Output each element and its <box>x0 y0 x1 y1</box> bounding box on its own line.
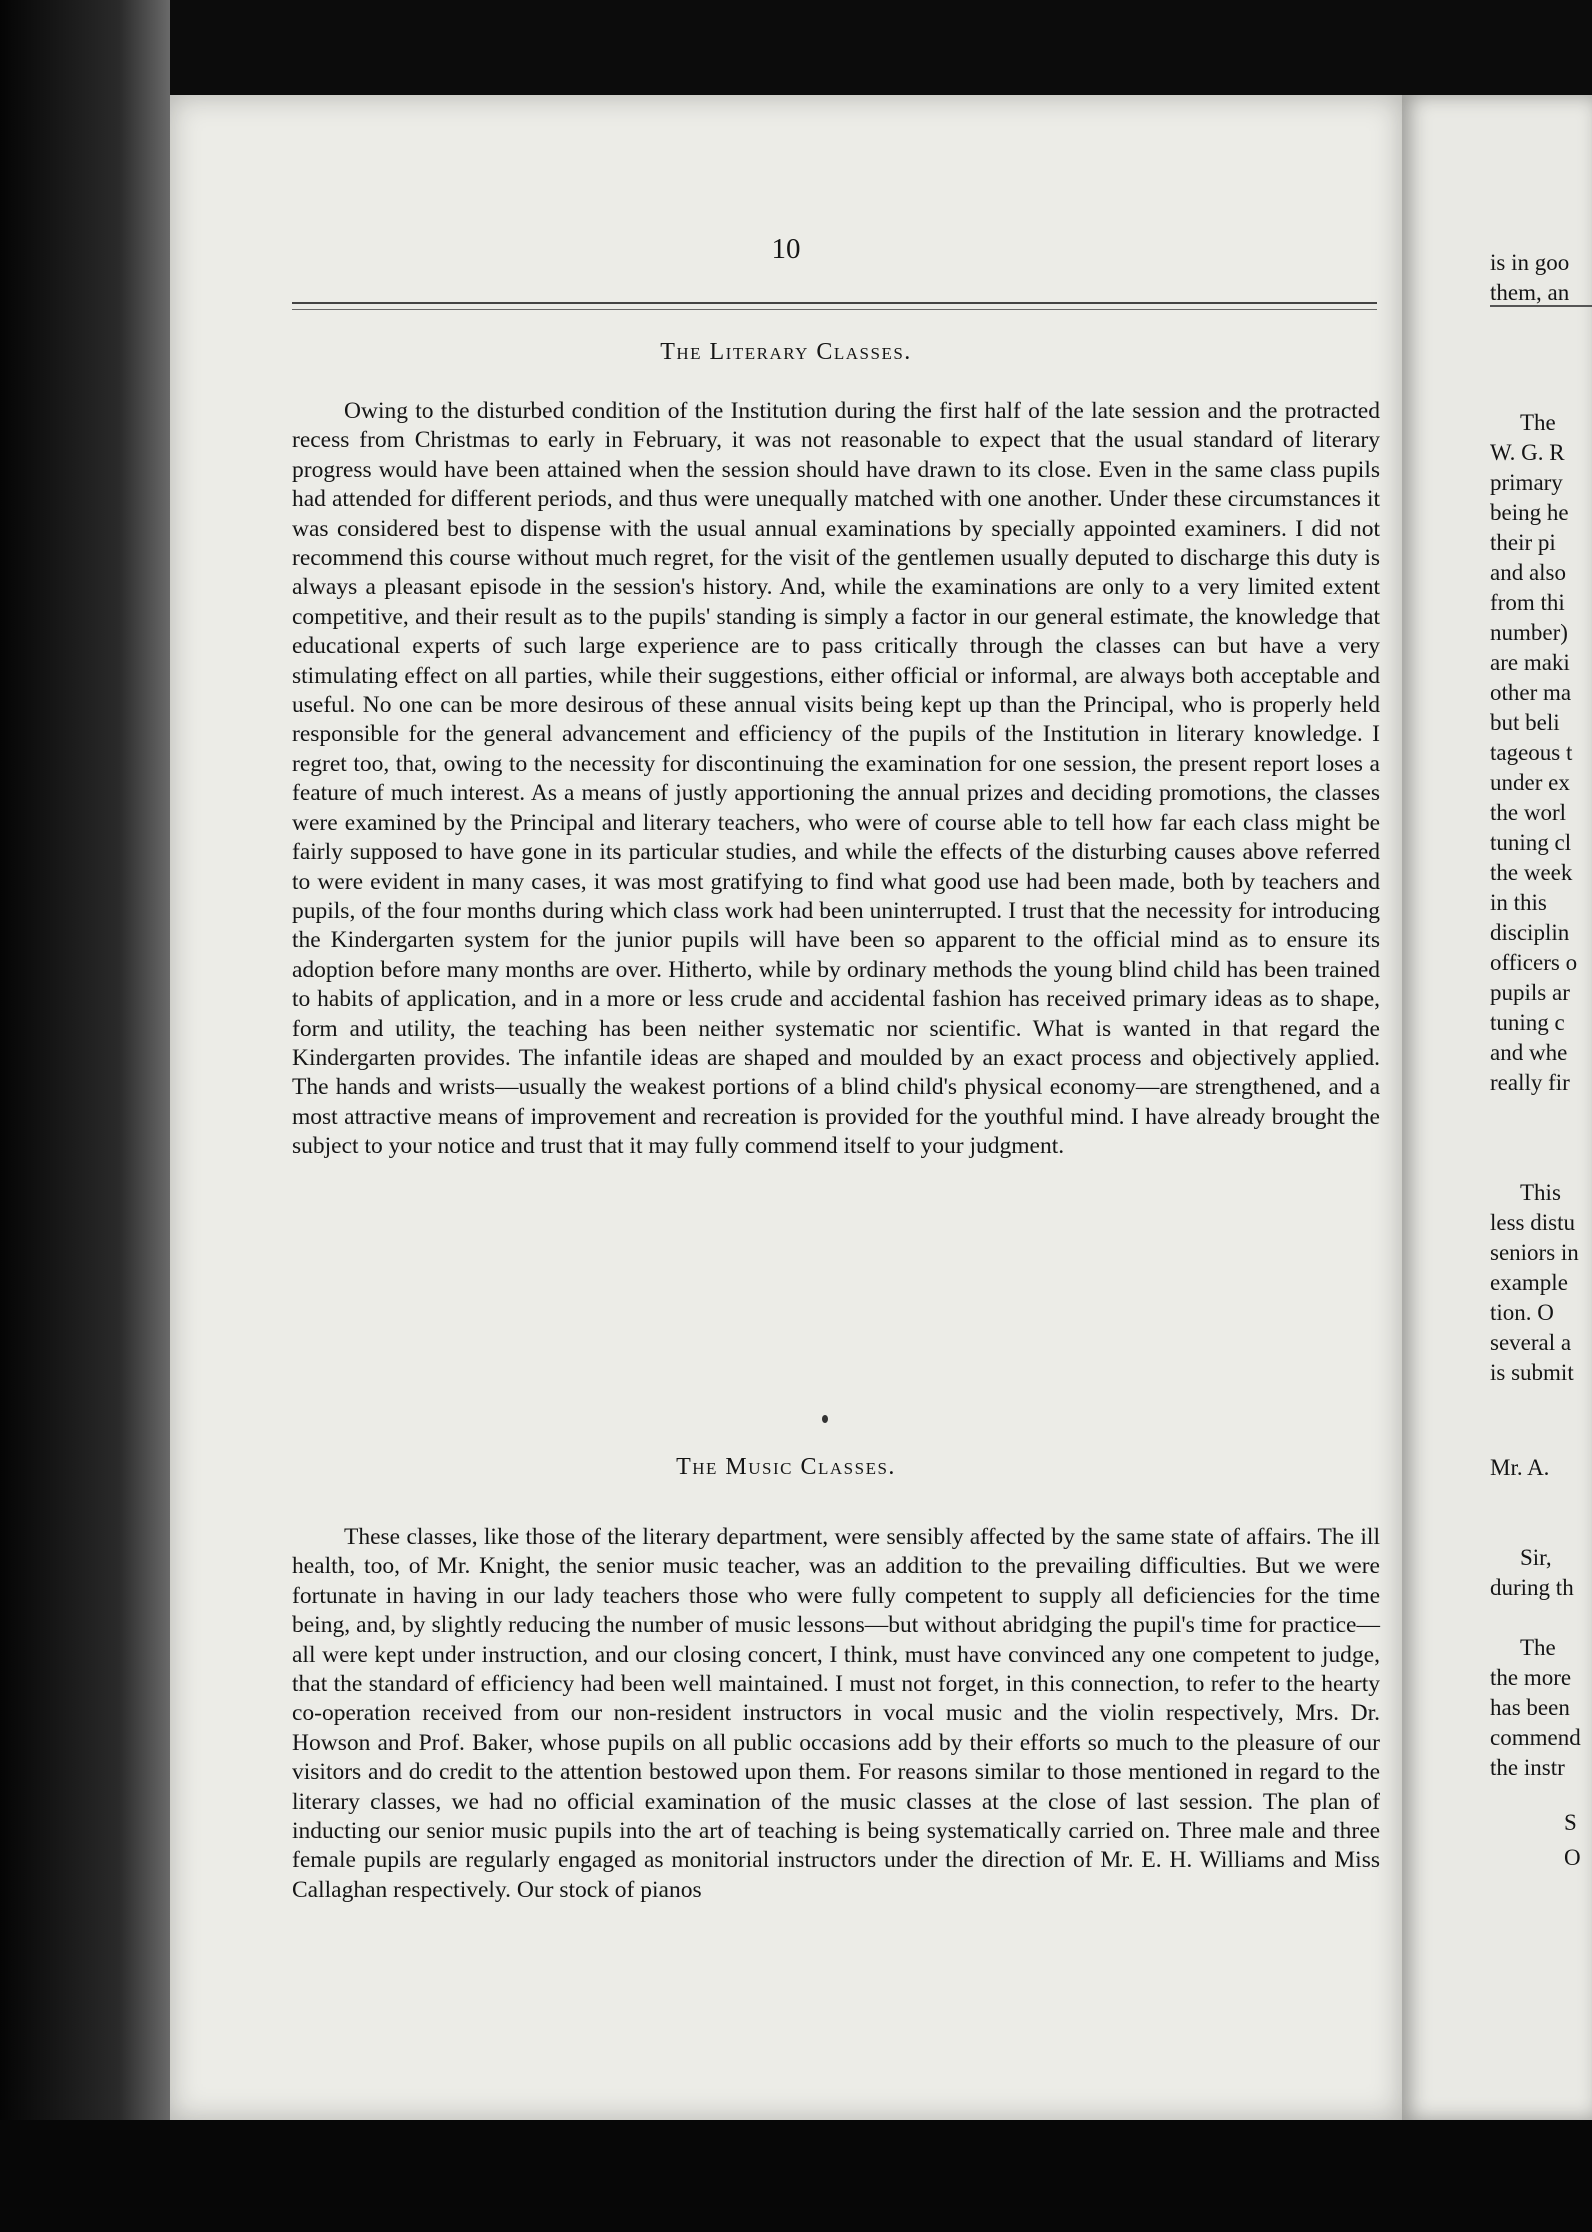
ink-speck <box>822 1415 828 1423</box>
opposite-page-line: has been <box>1490 1695 1570 1720</box>
header-rule <box>292 302 1377 310</box>
opposite-page-line: commend <box>1490 1725 1581 1750</box>
opposite-page-line: The <box>1520 1635 1556 1660</box>
opposite-page-line: under ex <box>1490 770 1570 795</box>
section-heading-literary-classes: The Literary Classes. <box>660 339 912 365</box>
opposite-page-line: several a <box>1490 1330 1572 1355</box>
opposite-page-line: This <box>1520 1180 1561 1205</box>
opposite-page-line: the more <box>1490 1665 1572 1690</box>
opposite-page-line: them, an <box>1490 280 1570 305</box>
opposite-page-line: tuning c <box>1490 1010 1565 1035</box>
opposite-page-line: example <box>1490 1270 1568 1295</box>
opposite-page-line: the week <box>1490 860 1573 885</box>
opposite-page-line: The <box>1520 410 1556 435</box>
page-number: 10 <box>771 233 801 265</box>
opposite-page-line: the worl <box>1490 800 1567 825</box>
opposite-page-line: seniors in <box>1490 1240 1579 1265</box>
opposite-page-line: their pi <box>1490 530 1556 555</box>
opposite-page-line: W. G. R <box>1490 440 1565 465</box>
paragraph-music-classes: These classes, like those of the literary department, were sensibly affected by the same state of affairs. The ill health, too, of Mr. Knight, the senior music teacher, was an addition to the prevailing difficulties. But we were fortunate in having in our lady teachers those who were fully competent to supply all deficiencies for the time being, and, by slightly reducing the number of music lessons—but without abridging the pupil's time for practice—all were kept under instruction, and our closing concert, I think, must have convinced any one competent to judge, that the standard of efficiency had been well maintained. I must not forget, in this connection, to refer to the hearty co-operation received from our non-resident instructors in vocal music and the violin respectively, Mrs. Dr. Howson and Prof. Baker, whose pupils on all public occasions add by their efforts so much to the pleasure of our visitors and do credit to the attention bestowed upon them. For reasons similar to those mentioned in regard to the literary classes, we had no official examination of the music classes at the close of last session. The plan of inducting our senior music pupils into the art of teaching is being systematically carried on. Three male and three female pupils are regularly engaged as monitorial instructors under the direction of Mr. E. H. Williams and Miss Callaghan respectively. Our stock of pianos <box>292 1524 1380 1903</box>
opposite-page-line: pupils ar <box>1490 980 1570 1005</box>
opposite-page-line: tion. O <box>1490 1300 1554 1325</box>
opposite-page-line: tuning cl <box>1490 830 1572 855</box>
opposite-page-line: in this <box>1490 890 1547 915</box>
scan-left-edge <box>0 0 170 2232</box>
opposite-page-line: the instr <box>1490 1755 1565 1780</box>
opposite-page-line: is submit <box>1490 1360 1574 1385</box>
document-page <box>170 95 1402 2120</box>
section-heading-music-classes: The Music Classes. <box>676 1454 896 1480</box>
paragraph-literary-classes: Owing to the disturbed condition of the Institution during the first half of the late session and the protracted recess from Christmas to early in February, it was not reasonable to expect that the usual standard of literary progress would have been attained when the session should have drawn to its close. Even in the same class pupils had attended for different periods, and thus were unequally matched with one another. Under these circumstances it was considered best to dispense with the usual annual examinations by specially appointed examiners. I did not recommend this course without much regret, for the visit of the gentlemen usually deputed to discharge this duty is always a pleasant episode in the session's history. And, while the examinations are only to a very limited extent competitive, and their result as to the pupils' standing is simply a factor in our general estimate, the knowledge that educational experts of such large experience are to pass critically through the classes can but have a very stimulating effect on all parties, while their suggestions, either official or informal, are always both acceptable and useful. No one can be more desirous of these annual visits being kept up than the Principal, who is properly held responsible for the general advancement and efficiency of the pupils of the Institution in literary knowledge. I regret too, that, owing to the necessity for discontinuing the examination for one session, the present report loses a feature of much interest. As a means of justly apportioning the annual prizes and deciding promotions, the classes were examined by the Principal and literary teachers, who were of course able to tell how far each class might be fairly supposed to have gone in its particular studies, and while the effects of the disturbing causes above referred to were evident in many cases, it was most gratifying to find what good use had been made, both by teachers and pupils, of the four months during which class work had been uninterrupted. I trust that the necessity for introducing the Kindergarten system for the junior pupils will have been so apparent to the official mind as to ensure its adoption before many months are over. Hitherto, while by ordinary methods the young blind child has been trained to habits of application, and in a more or less crude and accidental fashion has received primary ideas as to shape, form and utility, the teaching has been neither systematic nor scientific. What is wanted in that regard the Kindergarten provides. The infantile ideas are shaped and moulded by an exact process and objectively applied. The hands and wrists—usually the weakest portions of a blind child's physical economy—are strengthened, and a most attractive means of improvement and recreation is provided for the youthful mind. I have already brought the subject to your notice and trust that it may fully commend itself to your judgment. <box>292 398 1380 1160</box>
opposite-page-line: and whe <box>1490 1040 1568 1065</box>
opposite-page-line: less distu <box>1490 1210 1575 1235</box>
opposite-page-line: is in goo <box>1490 250 1570 275</box>
opposite-page-line: officers o <box>1490 950 1578 975</box>
opposite-page-edge <box>1402 95 1592 2120</box>
opposite-page-line: are maki <box>1490 650 1570 675</box>
opposite-page-line: from thi <box>1490 590 1565 615</box>
opposite-page-line: being he <box>1490 500 1569 525</box>
opposite-page-line: tageous t <box>1490 740 1573 765</box>
opposite-page-line: S <box>1564 1810 1577 1835</box>
opposite-page-line: and also <box>1490 560 1567 585</box>
opposite-page-line: number) <box>1490 620 1568 645</box>
opposite-page-line: O <box>1564 1845 1581 1870</box>
opposite-page-line: really fir <box>1490 1070 1570 1095</box>
opposite-page-line: but beli <box>1490 710 1560 735</box>
opposite-page-line: Sir, <box>1520 1545 1552 1570</box>
opposite-page-line: other ma <box>1490 680 1572 705</box>
opposite-page-line: during th <box>1490 1575 1574 1600</box>
opposite-page-line: Mr. A. <box>1490 1455 1550 1480</box>
opposite-page-line: primary <box>1490 470 1563 495</box>
scan-bottom-edge <box>0 2120 1592 2232</box>
opposite-page-line: disciplin <box>1490 920 1570 945</box>
